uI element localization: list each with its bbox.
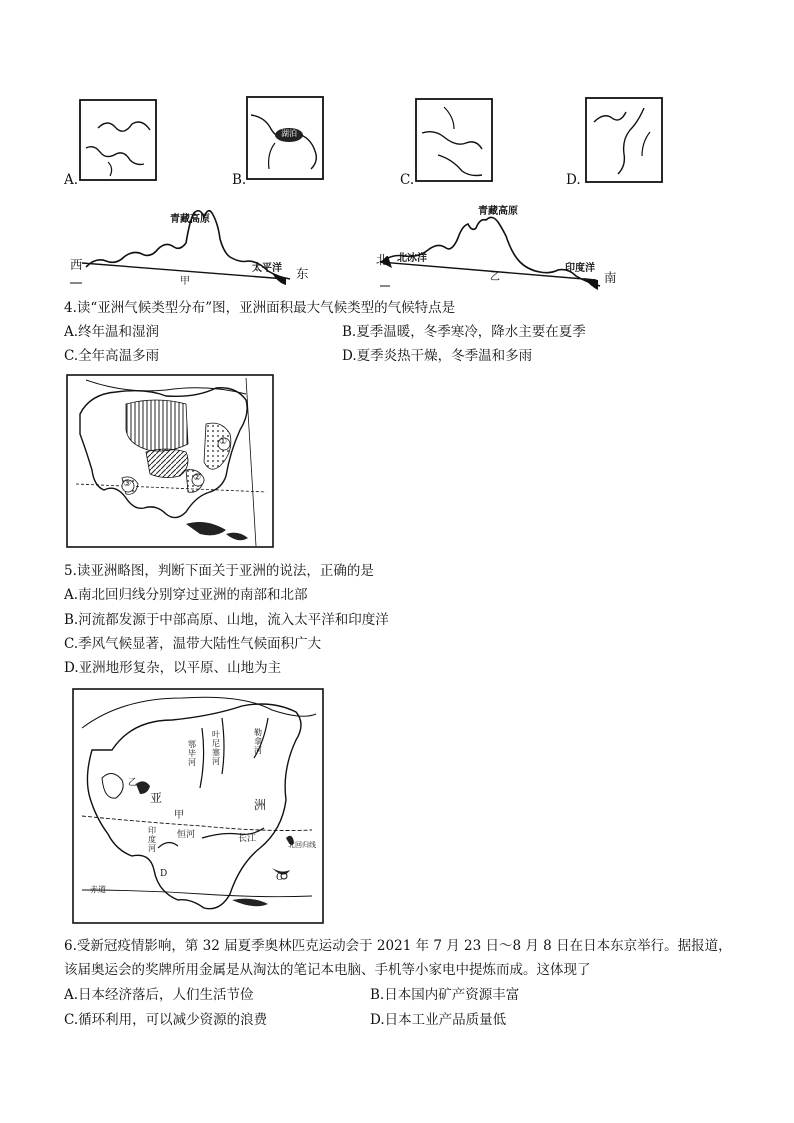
lake-label: 湖泊 <box>281 129 297 138</box>
option-a-label: A. <box>64 172 79 188</box>
q5-option-a[interactable]: A.南北回归线分别穿过亚洲的南部和北部 <box>64 587 308 603</box>
map-label-ganges: 恒河 <box>177 830 196 840</box>
profile2-arctic: 北冰洋 <box>397 253 427 264</box>
q5-stem: 5.读亚洲略图，判断下面关于亚洲的说法，正确的是 <box>64 563 374 579</box>
map-label-c: C <box>276 873 283 883</box>
map-label-yangtze: 长江 <box>238 834 257 844</box>
q4-option-b[interactable]: B.夏季温暖，冬季寒冷，降水主要在夏季 <box>342 324 586 340</box>
option-c-label: C. <box>400 172 415 188</box>
profile1-east: 东 <box>296 266 309 281</box>
map-label-yi: 乙 <box>128 778 138 788</box>
q5-option-c[interactable]: C.季风气候显著，温带大陆性气候面积广大 <box>64 636 322 652</box>
map-label-asia-1: 亚 <box>150 791 163 805</box>
profile2-indian: 印度洋 <box>565 263 595 274</box>
profile2-plateau: 青藏高原 <box>478 206 518 217</box>
profile1-west: 西 <box>70 257 83 272</box>
q6-option-c[interactable]: C.循环利用，可以减少资源的浪费 <box>64 1012 268 1028</box>
q6-stem-line2: 该届奥运会的奖牌所用金属是从淘汰的笔记本电脑、手机等小家电中提炼而成。这体现了 <box>64 962 591 978</box>
q6-option-a[interactable]: A.日本经济落后，人们生活节俭 <box>64 987 254 1003</box>
q4-option-d[interactable]: D.夏季炎热干燥，冬季温和多雨 <box>342 348 533 364</box>
map-label-asia-2: 洲 <box>254 798 267 812</box>
map-label-lena: 勒拿河 <box>254 728 262 755</box>
profile1-plateau: 青藏高原 <box>170 214 210 225</box>
river-map-b <box>245 95 327 183</box>
q6-option-d[interactable]: D.日本工业产品质量低 <box>370 1012 507 1028</box>
q6-stem-line1: 6.受新冠疫情影响，第 32 届夏季奥林匹克运动会于 2021 年 7 月 23 日～8 月 8 日在日本东京举行。据报道， <box>64 938 732 954</box>
map-label-indus: 印度河 <box>148 826 156 853</box>
map-label-equator: 赤道 <box>90 885 106 894</box>
asia-sketch-map <box>72 688 326 926</box>
q5-option-d[interactable]: D.亚洲地形复杂，以平原、山地为主 <box>64 660 282 676</box>
q5-option-b[interactable]: B.河流都发源于中部高原、山地，流入太平洋和印度洋 <box>64 612 389 628</box>
river-map-a <box>78 98 160 184</box>
option-d-label: D. <box>566 172 581 188</box>
q4-option-a[interactable]: A.终年温和湿润 <box>64 324 160 340</box>
asia-climate-map <box>66 374 276 550</box>
q4-option-c[interactable]: C.全年高温多雨 <box>64 348 160 364</box>
climate-marker-2: ② <box>193 473 202 483</box>
profile2-south: 南 <box>604 270 617 285</box>
q6-option-b[interactable]: B.日本国内矿产资源丰富 <box>370 987 520 1003</box>
map-label-tropic: 北回归线 <box>288 841 316 849</box>
profile2-north: 北 <box>376 252 389 267</box>
climate-marker-1: ① <box>219 437 228 447</box>
map-label-d: D <box>160 869 168 879</box>
q4-stem: 4.读“亚洲气候类型分布”图，亚洲面积最大气候类型的气候特点是 <box>64 300 456 316</box>
river-map-d <box>584 96 666 186</box>
profile1-marker: 甲 <box>180 276 190 287</box>
map-label-ob: 鄂毕河 <box>188 740 196 767</box>
profile1-ocean: 太平洋 <box>252 263 282 274</box>
climate-marker-3: ③ <box>123 479 132 489</box>
map-label-jia: 甲 <box>174 810 184 821</box>
profile2-marker: 乙 <box>490 272 500 283</box>
option-b-label: B. <box>232 172 247 188</box>
map-label-yenisei: 叶尼塞河 <box>212 730 220 766</box>
river-map-c <box>414 97 496 185</box>
